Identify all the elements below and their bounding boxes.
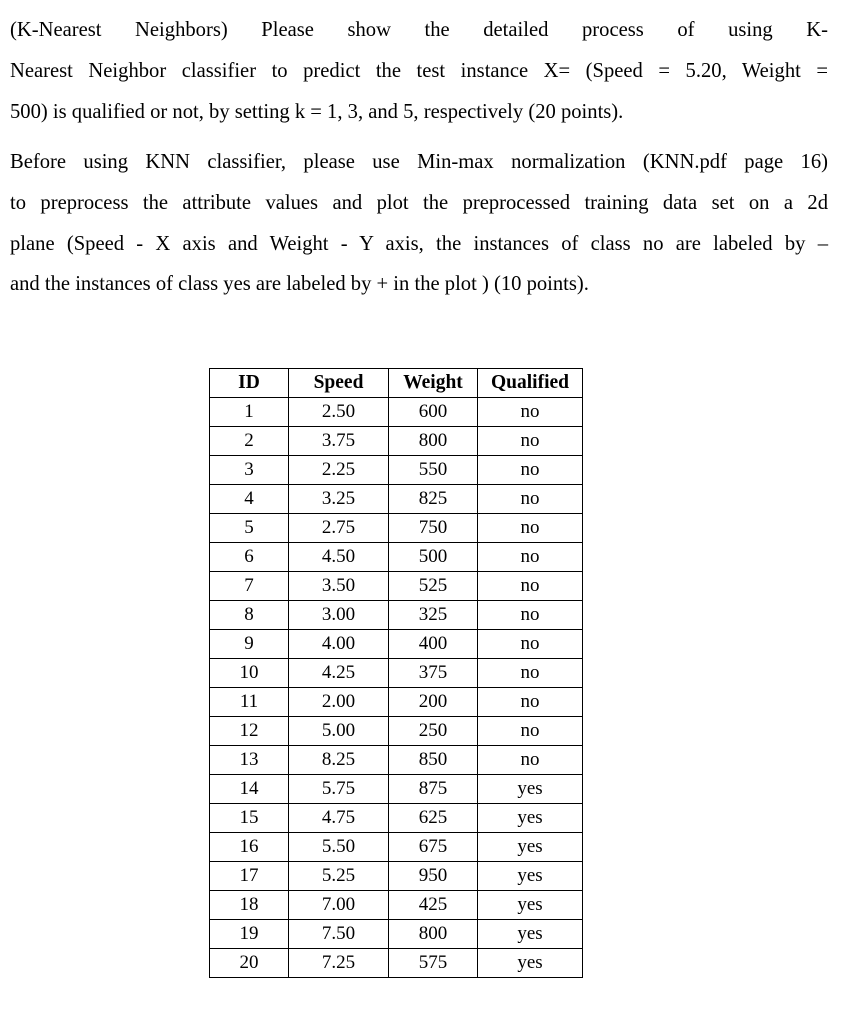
question-line: Before using KNN classifier, please use Min-max normalization (KNN.pdf page 16) (10, 151, 828, 173)
table-row (210, 746, 583, 775)
table-row (210, 891, 583, 920)
table-body (210, 398, 583, 978)
header-speed: Speed (289, 369, 389, 398)
cell-weight: 825 (389, 485, 478, 514)
table-row (210, 630, 583, 659)
cell-weight: 850 (389, 746, 478, 775)
cell-qualified: no (478, 514, 583, 543)
cell-id: 20 (210, 949, 289, 978)
cell-weight: 550 (389, 456, 478, 485)
table-row (210, 775, 583, 804)
cell-weight: 325 (389, 601, 478, 630)
question-line: to preprocess the attribute values and plot the preprocessed training data set on a 2d (10, 191, 828, 214)
cell-speed: 2.00 (289, 688, 389, 717)
training-data-table (209, 368, 583, 978)
cell-id: 10 (210, 659, 289, 688)
question-line: Nearest Neighbor classifier to predict the test instance X= (Speed = 5.20, Weight = (10, 59, 828, 82)
cell-weight: 375 (389, 659, 478, 688)
cell-id: 2 (210, 427, 289, 456)
cell-qualified: no (478, 746, 583, 775)
cell-speed: 3.50 (289, 572, 389, 601)
question-line: 500) is qualified or not, by setting k = 1, 3, and 5, respectively (20 points). (10, 100, 624, 123)
cell-id: 13 (210, 746, 289, 775)
cell-id: 18 (210, 891, 289, 920)
cell-qualified: no (478, 456, 583, 485)
cell-speed: 4.75 (289, 804, 389, 833)
cell-weight: 250 (389, 717, 478, 746)
cell-id: 11 (210, 688, 289, 717)
table-row (210, 485, 583, 514)
cell-id: 3 (210, 456, 289, 485)
cell-qualified: yes (478, 891, 583, 920)
cell-weight: 950 (389, 862, 478, 891)
cell-id: 19 (210, 920, 289, 949)
cell-qualified: no (478, 630, 583, 659)
cell-weight: 425 (389, 891, 478, 920)
table-row (210, 456, 583, 485)
cell-qualified: yes (478, 804, 583, 833)
cell-qualified: yes (478, 775, 583, 804)
question-paragraph-2 (10, 142, 828, 305)
cell-weight: 600 (389, 398, 478, 427)
cell-id: 1 (210, 398, 289, 427)
cell-qualified: yes (478, 949, 583, 978)
question-paragraph-1 (10, 10, 828, 132)
table-row (210, 543, 583, 572)
cell-weight: 525 (389, 572, 478, 601)
cell-speed: 7.25 (289, 949, 389, 978)
cell-speed: 2.75 (289, 514, 389, 543)
cell-id: 7 (210, 572, 289, 601)
cell-id: 8 (210, 601, 289, 630)
cell-id: 5 (210, 514, 289, 543)
cell-speed: 4.00 (289, 630, 389, 659)
cell-qualified: no (478, 659, 583, 688)
table-row (210, 688, 583, 717)
cell-speed: 5.00 (289, 717, 389, 746)
cell-speed: 3.00 (289, 601, 389, 630)
table-row (210, 601, 583, 630)
cell-weight: 800 (389, 427, 478, 456)
question-line: plane (Speed - X axis and Weight - Y axis, the instances of class no are labeled by – (10, 232, 828, 255)
table-row (210, 920, 583, 949)
cell-speed: 7.50 (289, 920, 389, 949)
header-weight: Weight (389, 369, 478, 398)
table-row (210, 862, 583, 891)
cell-id: 15 (210, 804, 289, 833)
cell-weight: 675 (389, 833, 478, 862)
table-row (210, 717, 583, 746)
cell-weight: 575 (389, 949, 478, 978)
cell-speed: 3.25 (289, 485, 389, 514)
cell-qualified: no (478, 485, 583, 514)
cell-id: 9 (210, 630, 289, 659)
cell-speed: 8.25 (289, 746, 389, 775)
table-header-row (210, 369, 583, 398)
header-qualified: Qualified (478, 369, 583, 398)
table-row (210, 398, 583, 427)
cell-weight: 875 (389, 775, 478, 804)
cell-speed: 5.50 (289, 833, 389, 862)
cell-speed: 2.50 (289, 398, 389, 427)
table-row (210, 427, 583, 456)
table-row (210, 572, 583, 601)
cell-id: 17 (210, 862, 289, 891)
cell-speed: 5.25 (289, 862, 389, 891)
cell-weight: 200 (389, 688, 478, 717)
cell-qualified: no (478, 543, 583, 572)
cell-qualified: yes (478, 862, 583, 891)
cell-id: 12 (210, 717, 289, 746)
cell-weight: 500 (389, 543, 478, 572)
cell-id: 16 (210, 833, 289, 862)
cell-speed: 4.50 (289, 543, 389, 572)
question-line: and the instances of class yes are labeled by + in the plot ) (10 points). (10, 273, 589, 296)
cell-speed: 4.25 (289, 659, 389, 688)
cell-speed: 7.00 (289, 891, 389, 920)
cell-weight: 800 (389, 920, 478, 949)
table-row (210, 514, 583, 543)
cell-weight: 400 (389, 630, 478, 659)
table-row (210, 659, 583, 688)
cell-qualified: no (478, 572, 583, 601)
cell-weight: 625 (389, 804, 478, 833)
question-line: (K-Nearest Neighbors) Please show the detailed process of using K- (10, 19, 828, 41)
cell-speed: 3.75 (289, 427, 389, 456)
cell-qualified: no (478, 688, 583, 717)
cell-id: 6 (210, 543, 289, 572)
table-row (210, 949, 583, 978)
cell-qualified: no (478, 427, 583, 456)
cell-speed: 2.25 (289, 456, 389, 485)
cell-qualified: no (478, 717, 583, 746)
cell-qualified: no (478, 601, 583, 630)
cell-qualified: yes (478, 920, 583, 949)
table-row (210, 833, 583, 862)
cell-weight: 750 (389, 514, 478, 543)
cell-qualified: yes (478, 833, 583, 862)
header-id: ID (210, 369, 289, 398)
cell-speed: 5.75 (289, 775, 389, 804)
cell-id: 14 (210, 775, 289, 804)
table-row (210, 804, 583, 833)
cell-qualified: no (478, 398, 583, 427)
cell-id: 4 (210, 485, 289, 514)
